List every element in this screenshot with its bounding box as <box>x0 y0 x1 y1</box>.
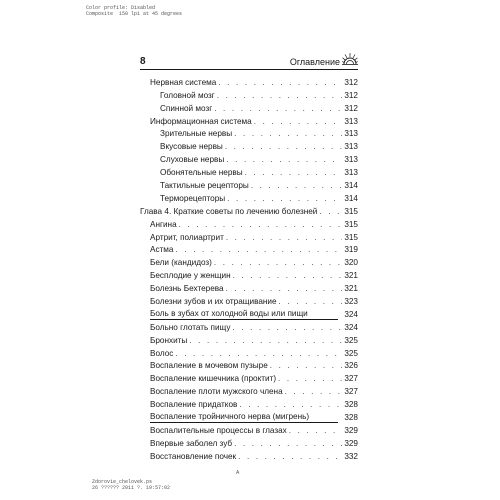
toc-entry-title: Воспаление плоти мужского члена <box>150 387 283 397</box>
toc-entry <box>140 268 358 281</box>
toc-leader-dots <box>278 374 342 384</box>
toc-leader-dots <box>239 400 342 410</box>
proof-composite: Composite 150 lpi at 45 degrees <box>86 11 183 17</box>
toc-entry-title: Спинной мозг <box>160 103 213 113</box>
toc-entry <box>140 191 358 204</box>
toc-entry-title: Зрительные нервы <box>160 129 233 139</box>
toc-entry-page: 321 <box>344 284 358 294</box>
toc-entry <box>140 127 358 140</box>
toc-entry-title: Бесплодие у женщин <box>150 271 231 281</box>
toc-entry-title: Волос <box>150 348 174 358</box>
toc-entry <box>140 449 358 462</box>
toc-leader-dots <box>319 207 342 217</box>
proof-filename: Zdorovie_chelovek.ps <box>92 479 153 485</box>
toc-entry-page: 325 <box>344 348 358 358</box>
toc-entry <box>140 88 358 101</box>
toc-entry-page: 312 <box>344 103 358 113</box>
toc-entry-title: Воспаление придатков <box>150 400 238 410</box>
toc-leader-dots <box>238 452 342 462</box>
toc-entry <box>140 294 358 307</box>
toc-entry-title: Астма <box>150 245 174 255</box>
toc-entry <box>140 423 358 436</box>
table-of-contents <box>140 75 358 462</box>
toc-entry-title: Болезнь Бехтерева <box>150 284 224 294</box>
toc-entry-page: 332 <box>344 451 358 461</box>
toc-entry-page: 315 <box>344 232 358 242</box>
sunburst-ornament-icon <box>342 52 358 66</box>
toc-leader-dots <box>179 220 342 230</box>
book-page <box>140 56 358 460</box>
toc-entry <box>140 204 358 217</box>
proof-footer <box>92 479 170 491</box>
toc-leader-dots <box>234 439 342 449</box>
toc-entry-title: Информационная система <box>150 116 252 126</box>
toc-entry-title: Тактильные рецепторы <box>160 181 249 191</box>
toc-entry-page: 314 <box>344 193 358 203</box>
toc-entry <box>140 320 358 333</box>
toc-leader-dots <box>279 297 342 307</box>
toc-entry-title: Воспалительные процессы в глазах <box>150 425 287 435</box>
toc-leader-dots <box>226 233 342 243</box>
toc-entry <box>140 359 358 372</box>
toc-leader-dots <box>175 349 342 359</box>
toc-entry-title: Нервная система <box>150 77 217 87</box>
toc-entry-title: Воспаление тройничного нерва (мигрень) <box>150 412 338 423</box>
toc-entry-page: 328 <box>344 400 358 410</box>
toc-leader-dots <box>214 104 342 114</box>
toc-entry-page: 329 <box>344 438 358 448</box>
toc-entry <box>140 152 358 165</box>
toc-entry <box>140 75 358 88</box>
toc-entry <box>140 217 358 230</box>
toc-leader-dots <box>217 91 342 101</box>
toc-entry-page: 325 <box>344 335 358 345</box>
toc-entry-title: Вкусовые нервы <box>160 142 223 152</box>
toc-leader-dots <box>227 194 342 204</box>
toc-entry-page: 324 <box>344 309 358 319</box>
toc-leader-dots <box>289 426 342 436</box>
toc-entry-title: Бронхиты <box>150 335 188 345</box>
toc-leader-dots <box>254 117 342 127</box>
toc-entry <box>140 101 358 114</box>
toc-entry-title: Воспаление в мочевом пузыре <box>150 361 268 371</box>
toc-entry <box>140 397 358 410</box>
toc-entry <box>140 281 358 294</box>
toc-leader-dots <box>233 271 342 281</box>
toc-entry-page: 319 <box>344 245 358 255</box>
running-title: Оглавление <box>289 57 340 67</box>
toc-entry-title: Ангина <box>150 219 177 229</box>
toc-entry-page: 312 <box>344 90 358 100</box>
toc-entry-title: Восстановление почек <box>150 451 237 461</box>
toc-entry-title: Бели (кандидоз) <box>150 258 212 268</box>
toc-entry <box>140 255 358 268</box>
toc-entry-page: 326 <box>344 361 358 371</box>
toc-entry-page: 315 <box>344 219 358 229</box>
toc-entry-page: 314 <box>344 181 358 191</box>
crop-mark: A <box>236 470 240 476</box>
toc-leader-dots <box>232 323 342 333</box>
toc-entry <box>140 384 358 397</box>
toc-leader-dots <box>189 336 342 346</box>
toc-entry-page: 327 <box>344 374 358 384</box>
toc-entry-title: Больно глотать пищу <box>150 322 231 332</box>
toc-leader-dots <box>176 245 343 255</box>
toc-entry-page: 323 <box>344 297 358 307</box>
toc-entry-title: Боль в зубах от холодной воды или пищи <box>150 309 338 320</box>
toc-entry-title: Обонятельные нервы <box>160 168 243 178</box>
toc-entry <box>140 436 358 449</box>
toc-leader-dots <box>226 284 342 294</box>
toc-leader-dots <box>226 155 342 165</box>
page-header <box>140 56 358 68</box>
toc-entry-title: Слуховые нервы <box>160 155 225 165</box>
toc-entry-page: 315 <box>344 206 358 216</box>
toc-leader-dots <box>234 129 342 139</box>
toc-entry <box>140 114 358 127</box>
toc-leader-dots <box>218 78 342 88</box>
toc-leader-dots <box>285 387 342 397</box>
toc-entry <box>140 333 358 346</box>
toc-entry <box>140 371 358 384</box>
toc-entry-page: 321 <box>344 271 358 281</box>
toc-entry-title: Глава 4. Краткие советы по лечению болезней <box>140 206 318 216</box>
toc-entry-title: Артрит, полиартрит <box>150 232 224 242</box>
toc-entry-page: 313 <box>344 155 358 165</box>
toc-entry-title: Впервые заболел зуб <box>150 438 233 448</box>
header-rule <box>140 69 358 70</box>
toc-entry-page: 324 <box>344 322 358 332</box>
page-number: 8 <box>140 56 146 67</box>
toc-entry-title: Болезни зубов и их отращивание <box>150 297 277 307</box>
toc-leader-dots <box>245 168 342 178</box>
toc-entry-page: 320 <box>344 258 358 268</box>
toc-leader-dots <box>251 181 342 191</box>
toc-entry <box>140 307 358 320</box>
toc-entry-page: 313 <box>344 168 358 178</box>
toc-entry <box>140 178 358 191</box>
toc-entry-page: 312 <box>344 77 358 87</box>
toc-entry-page: 328 <box>344 413 358 423</box>
toc-entry-title: Терморецепторы <box>160 193 226 203</box>
proof-header <box>86 5 182 17</box>
toc-entry-title: Воспаление кишечника (проктит) <box>150 374 277 384</box>
toc-entry <box>140 410 358 423</box>
toc-entry <box>140 139 358 152</box>
toc-entry-page: 329 <box>344 425 358 435</box>
toc-leader-dots <box>270 361 342 371</box>
toc-entry-title: Головной мозг <box>160 90 215 100</box>
toc-entry <box>140 165 358 178</box>
toc-entry <box>140 230 358 243</box>
toc-entry <box>140 243 358 256</box>
toc-leader-dots <box>214 258 342 268</box>
toc-entry <box>140 346 358 359</box>
toc-leader-dots <box>225 142 342 152</box>
toc-entry-page: 313 <box>344 129 358 139</box>
proof-color-profile: Color profile: Disabled <box>86 5 156 11</box>
toc-entry-page: 313 <box>344 142 358 152</box>
proof-timestamp: 26 ?????? 2011 ?. 19:57:02 <box>92 485 171 491</box>
toc-entry-page: 313 <box>344 116 358 126</box>
toc-entry-page: 327 <box>344 387 358 397</box>
